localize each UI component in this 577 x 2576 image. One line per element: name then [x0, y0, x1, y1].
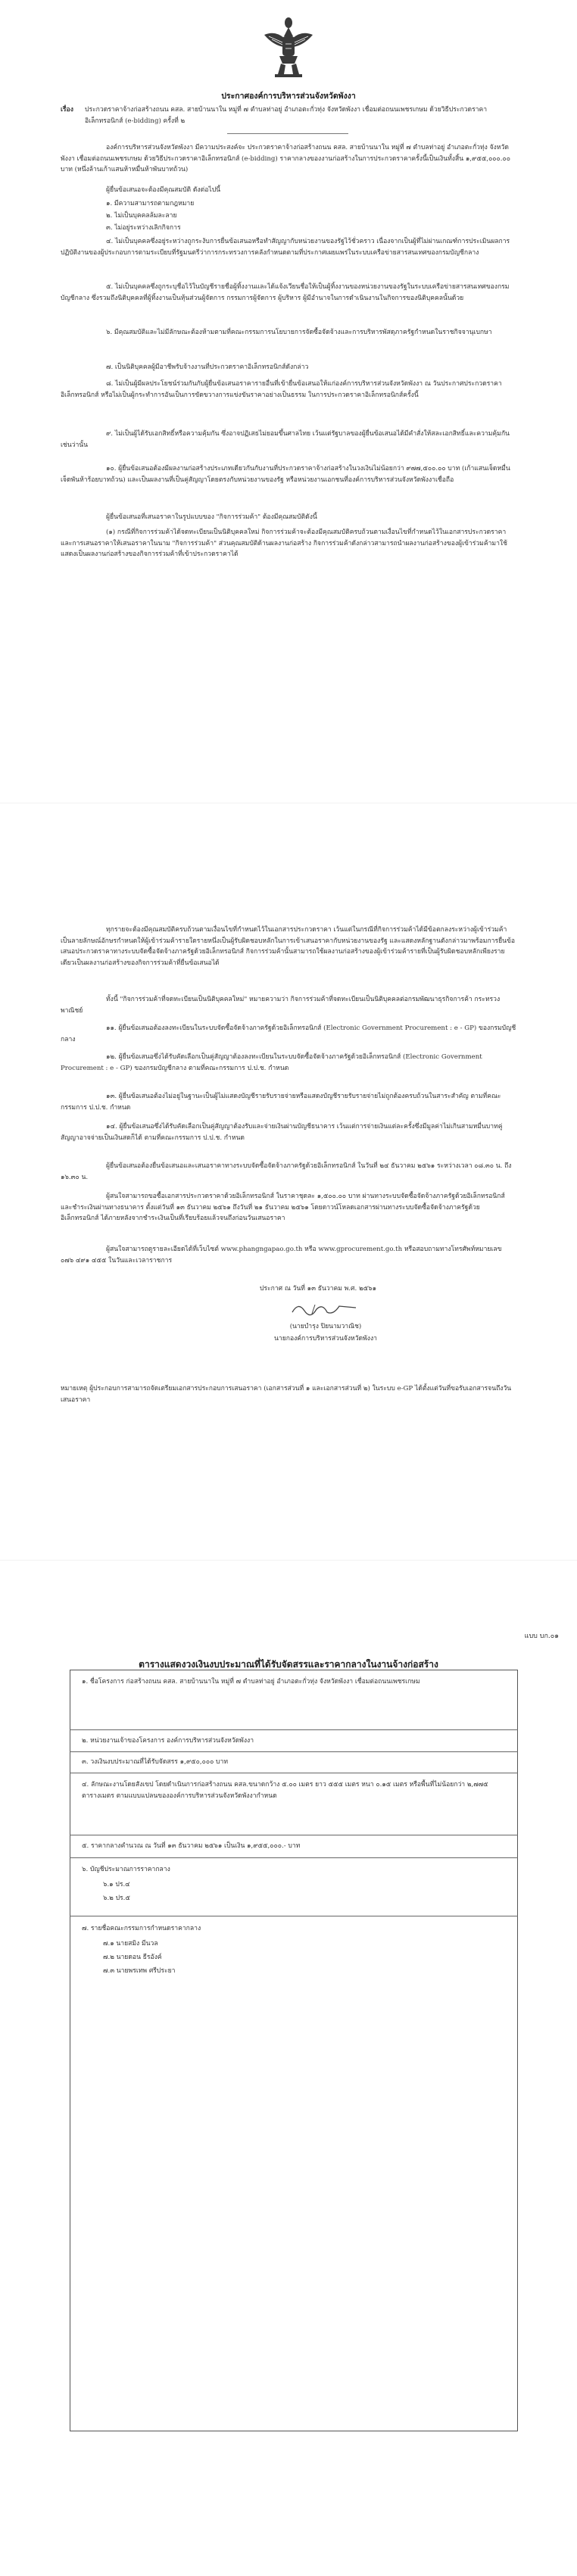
document-purchase-paragraph: ผู้สนใจสามารถขอซื้อเอกสารประกวดราคาด้วยอิเล็กทรอนิกส์ ในราคาชุดละ ๑,๕๐๐.๐๐ บาท ผ่านทางระบบจัดซื้อจัดจ้างภาครัฐด้วยอิเล็กทรอนิกส์และชำระเงินผ่านทางธนาคาร ตั้งแต่วันที่ ๑๓ ธันวาคม ๒๕๖๑ ถึงวันที่ ๒๑ ธันวาคม ๒๕๖๑ โดยดาวน์โหลดเอกสารผ่านทางระบบจัดซื้อจัดจ้างภาครัฐด้วยอิเล็กทรอนิกส์ ได้ภายหลังจากชำระเงินเป็นที่เรียบร้อยแล้วจนถึงก่อนวันเสนอราคา [61, 1193, 505, 1222]
qualification-item: ๖. มีคุณสมบัติและไม่มีลักษณะต้องห้ามตามที่คณะกรรมการนโยบายการจัดซื้อจัดจ้างและการบริหารพัสดุภาครัฐกำหนดในราชกิจจานุเบกษา [106, 329, 492, 336]
qualification-item: ๕. ไม่เป็นบุคคลซึ่งถูกระบุชื่อไว้ในบัญชีรายชื่อผู้ทิ้งงานและได้แจ้งเวียนชื่อให้เป็นผู้ทิ้งงานของหน่วยงานของรัฐในระบบเครือข่ายสารสนเทศของกรมบัญชีกลาง ซึ่งรวมถึงนิติบุคคลที่ผู้ทิ้งงานเป็นหุ้นส่วนผู้จัดการ กรรมการผู้จัดการ ผู้บริหาร ผู้มีอำนาจในการดำเนินงานในกิจการของนิติบุคคลนั้นด้วย [61, 283, 510, 302]
row-divider [70, 1729, 518, 1730]
contact-paragraph: ผู้สนใจสามารถดูรายละเอียดได้ที่เว็บไซต์ www.phangngapao.go.th หรือ www.gprocurement.go.th หรือสอบถามทางโทรศัพท์หมายเลข ๐๗๖ ๔๙๑ ๔๕๕ ในวันและเวลาราชการ [61, 1246, 502, 1265]
joint-venture-paragraph: (๑) กรณีที่กิจการร่วมค้าได้จดทะเบียนเป็นนิติบุคคลใหม่ กิจการร่วมค้าจะต้องมีคุณสมบัติครบถ้วนตามเงื่อนไขที่กำหนดไว้ในเอกสารประกวดราคา และการเสนอราคาให้เสนอราคาในนาม "กิจการร่วมค้า" ส่วนคุณสมบัติด้านผลงานก่อสร้าง กิจการร่วมค้าดังกล่าวสามารถนำผลงานก่อสร้างของผู้เข้าร่วมค้ามาใช้แสดงเป็นผลงานก่อสร้างของกิจการร่วมค้าที่เข้าประกวดราคาได้ [61, 529, 507, 558]
garuda-emblem-icon [261, 14, 316, 79]
qualification-item: ๑๐. ผู้ยื่นข้อเสนอต้องมีผลงานก่อสร้างประเภทเดียวกันกับงานที่ประกวดราคาจ้างก่อสร้างในวงเงินไม่น้อยกว่า ๙๗๗,๕๐๐.๐๐ บาท (เก้าแสนเจ็ดหมื่นเจ็ดพันห้าร้อยบาทถ้วน) และเป็นผลงานที่เป็นคู่สัญญาโดยตรงกับหน่วยงานของรัฐ หรือหน่วยงานเอกชนที่องค์การบริหารส่วนจังหวัดพังงาเชื่อถือ [61, 465, 510, 484]
table-row-agency: ๒. หน่วยงานเจ้าของโครงการ องค์การบริหารส่วนจังหวัดพังงา [82, 1737, 254, 1745]
signer-name: (นายบำรุง ปิยนามวาณิช) [289, 1323, 362, 1330]
subject-text: ประกวดราคาจ้างก่อสร้างถนน คสล. สายบ้านนาใน หมู่ที่ ๗ ตำบลท่าอยู่ อำเภอตะกั่วทุ่ง จังหวัดพังงา เชื่อมต่อถนนเพชรเกษม ด้วยวิธีประกวดราคาอิเล็กทรอนิกส์ (e-bidding) ครั้งที่ ๒ [85, 106, 488, 125]
announce-date: ประกาศ ณ วันที่ ๑๓ ธันวาคม พ.ศ. ๒๕๖๑ [259, 1285, 377, 1293]
committee-member: ๗.๒ นายดอน ธีรอังค์ [103, 1954, 162, 1961]
signer-title: นายกองค์การบริหารส่วนจังหวัดพังงา [274, 1335, 377, 1343]
row-divider [70, 1751, 518, 1752]
qualification-item: ๑๒. ผู้ยื่นข้อเสนอซึ่งได้รับคัดเลือกเป็นคู่สัญญาต้องลงทะเบียนในระบบจัดซื้อจัดจ้างภาครัฐด้วยอิเล็กทรอนิกส์ (Electronic Government Procurement : e - GP) ของกรมบัญชีกลาง ตามที่คณะกรรมการ ป.ป.ช. กำหนด [61, 1053, 482, 1072]
footnote: หมายเหตุ ผู้ประกอบการสามารถจัดเตรียมเอกสารประกอบการเสนอราคา (เอกสารส่วนที่ ๑ และเอกสารส่วนที่ ๒) ในระบบ e-GP ได้ตั้งแต่วันที่ขอรับเอกสารจนถึงวันเสนอราคา [61, 1385, 512, 1404]
divider [227, 133, 348, 134]
qualification-item: ๙. ไม่เป็นผู้ได้รับเอกสิทธิ์หรือความคุ้มกัน ซึ่งอาจปฏิเสธไม่ยอมขึ้นศาลไทย เว้นแต่รัฐบาลของผู้ยื่นข้อเสนอได้มีคำสั่งให้สละเอกสิทธิ์และความคุ้มกันเช่นว่านั้น [61, 430, 510, 449]
subject-label: เรื่อง [61, 106, 73, 114]
announcement-title: ประกาศองค์การบริหารส่วนจังหวัดพังงา [221, 92, 356, 101]
definition-paragraph: ทั้งนี้ "กิจการร่วมค้าที่จดทะเบียนเป็นนิติบุคคลใหม่" หมายความว่า กิจการร่วมค้าที่จดทะเบียนเป็นนิติบุคคลต่อกรมพัฒนาธุรกิจการค้า กระทรวงพาณิชย์ [61, 996, 501, 1015]
qualification-item: ๑. มีความสามารถตามกฎหมาย [106, 200, 195, 207]
row-divider [70, 1857, 518, 1858]
announcement-page-2 [0, 803, 577, 1560]
qualification-item: ๑๔. ผู้ยื่นข้อเสนอซึ่งได้รับคัดเลือกเป็นคู่สัญญาต้องรับและจ่ายเงินผ่านบัญชีธนาคาร เว้นแต่การจ่ายเงินแต่ละครั้งซึ่งมีมูลค่าไม่เกินสามหมื่นบาทคู่สัญญาอาจจ่ายเป็นเงินสดก็ได้ ตามที่คณะกรรมการ ป.ป.ช. กำหนด [61, 1123, 503, 1142]
estimate-item: ๖.๒ ปร.๕ [103, 1895, 130, 1902]
qualification-item: ๔. ไม่เป็นบุคคลซึ่งอยู่ระหว่างถูกระงับการยื่นข้อเสนอหรือทำสัญญากับหน่วยงานของรัฐไว้ชั่วคราว เนื่องจากเป็นผู้ที่ไม่ผ่านเกณฑ์การประเมินผลการปฏิบัติงานของผู้ประกอบการตามระเบียบที่รัฐมนตรีว่าการกระทรวงการคลังกำหนดตามที่ประกาศเผยแพร่ในระบบเครือข่ายสารสนเทศของกรมบัญชีกลาง [61, 238, 510, 257]
qualification-item: ๓. ไม่อยู่ระหว่างเลิกกิจการ [106, 224, 181, 232]
table-row-project: ๑. ชื่อโครงการ ก่อสร้างถนน คสล. สายบ้านนาใน หมู่ที่ ๗ ตำบลท่าอยู่ อำเภอตะกั่วทุ่ง จังหวัดพังงา เชื่อมต่อถนนเพชรเกษม [82, 1678, 420, 1686]
intro-paragraph: องค์การบริหารส่วนจังหวัดพังงา มีความประสงค์จะ ประกวดราคาจ้างก่อสร้างถนน คสล. สายบ้านนาใน หมู่ที่ ๗ ตำบลท่าอยู่ อำเภอตะกั่วทุ่ง จังหวัดพังงา เชื่อมต่อถนนเพชรเกษม ด้วยวิธีประกวดราคาอิเล็กทรอนิกส์ (e-bidding) ราคากลางของงานก่อสร้างในการประกวดราคาครั้งนี้เป็นเงินทั้งสิ้น ๑,๙๕๕,๐๐๐.๐๐ บาท (หนึ่งล้านเก้าแสนห้าหมื่นห้าพันบาทถ้วน) [61, 144, 511, 173]
table-title: ตารางแสดงวงเงินงบประมาณที่ได้รับจัดสรรและราคากลางในงานจ้างก่อสร้าง [139, 1659, 438, 1670]
table-row-committee: ๗. รายชื่อคณะกรรมการกำหนดราคากลาง [82, 1925, 201, 1932]
qualification-item: ๘. ไม่เป็นผู้มีผลประโยชน์ร่วมกันกับผู้ยื่นข้อเสนอราคารายอื่นที่เข้ายื่นข้อเสนอให้แก่องค์การบริหารส่วนจังหวัดพังงา ณ วันประกาศประกวดราคาอิเล็กทรอนิกส์ หรือไม่เป็นผู้กระทำการอันเป็นการขัดขวางการแข่งขันราคาอย่างเป็นธรรม ในการประกวดราคาอิเล็กทรอนิกส์ครั้งนี้ [61, 380, 502, 399]
table-row-budget: ๓. วงเงินงบประมาณที่ได้รับจัดสรร ๑,๙๕๐,๐๐๐ บาท [82, 1758, 229, 1766]
signature-mark [289, 1299, 359, 1318]
table-row-median-price: ๕. ราคากลางคำนวณ ณ วันที่ ๑๓ ธันวาคม ๒๕๖๑ เป็นเงิน ๑,๙๕๕,๐๐๐.- บาท [82, 1842, 301, 1850]
joint-venture-heading: ผู้ยื่นข้อเสนอที่เสนอราคาในรูปแบบของ "กิจการร่วมค้า" ต้องมีคุณสมบัติดังนี้ [106, 513, 317, 521]
qualification-item: ๗. เป็นนิติบุคคลผู้มีอาชีพรับจ้างงานที่ประกวดราคาอิเล็กทรอนิกส์ดังกล่าว [106, 363, 309, 371]
bid-date-paragraph: ผู้ยื่นข้อเสนอต้องยื่นข้อเสนอและเสนอราคาทางระบบจัดซื้อจัดจ้างภาครัฐด้วยอิเล็กทรอนิกส์ ในวันที่ ๒๔ ธันวาคม ๒๕๖๑ ระหว่างเวลา ๐๘.๓๐ น. ถึง ๑๖.๓๐ น. [61, 1162, 512, 1181]
form-code: แบบ บก.๐๑ [524, 1633, 559, 1640]
committee-member: ๗.๓ นายพรเทพ ศรีประยา [103, 1967, 176, 1975]
committee-member: ๗.๑ นายสมิง มีนวล [103, 1940, 158, 1948]
estimate-item: ๖.๑ ปร.๔ [103, 1881, 130, 1888]
qualification-item: ๒. ไม่เป็นบุคคลล้มละลาย [106, 212, 177, 220]
announcement-page-1 [0, 0, 577, 803]
qualification-item: ๑๑. ผู้ยื่นข้อเสนอต้องลงทะเบียนในระบบจัดซื้อจัดจ้างภาครัฐด้วยอิเล็กทรอนิกส์ (Electronic Government Procurement : e - GP) ของกรมบัญชีกลาง [61, 1024, 516, 1043]
table-row-estimate: ๖. บัญชีประมาณการราคากลาง [82, 1866, 170, 1873]
table-row-scope: ๔. ลักษณะงานโดยสังเขป โดยดำเนินการก่อสร้างถนน คสล.ขนาดกว้าง ๕.๐๐ เมตร ยาว ๕๕๕ เมตร หนา ๐.๑๕ เมตร หรือพื้นที่ไม่น้อยกว่า ๒,๗๗๕ ตารางเมตร ตามแบบแปลนขององค์การบริหารส่วนจังหวัดพังงากำหนด [82, 1781, 488, 1800]
qualification-item: ๑๓. ผู้ยื่นข้อเสนอต้องไม่อยู่ในฐานะเป็นผู้ไม่แสดงบัญชีรายรับรายจ่ายหรือแสดงบัญชีรายรับรายจ่ายไม่ถูกต้องครบถ้วนในสาระสำคัญ ตามที่คณะกรรมการ ป.ป.ช. กำหนด [61, 1093, 501, 1112]
joint-venture-continued: ทุกรายจะต้องมีคุณสมบัติครบถ้วนตามเงื่อนไขที่กำหนดไว้ในเอกสารประกวดราคา เว้นแต่ในกรณีที่กิจการร่วมค้าได้มีข้อตกลงระหว่างผู้เข้าร่วมค้าเป็นลายลักษณ์อักษรกำหนดให้ผู้เข้าร่วมค้ารายใดรายหนึ่งเป็นผู้รับผิดชอบหลักในการเข้าเสนอราคากับหน่วยงานของรัฐ และแสดงหลักฐานดังกล่าวมาพร้อมการยื่นข้อเสนอประกวดราคาทางระบบจัดซื้อจัดจ้างภาครัฐด้วยอิเล็กทรอนิกส์ กิจการร่วมค้านั้นสามารถใช้ผลงานก่อสร้างของผู้เข้าร่วมค้ารายที่เป็นผู้รับผิดชอบหลักเพียงรายเดียวเป็นผลงานก่อสร้างของกิจการร่วมค้าที่ยื่นข้อเสนอได้ [61, 926, 516, 967]
qualification-heading: ผู้ยื่นข้อเสนอจะต้องมีคุณสมบัติ ดังต่อไปนี้ [106, 186, 221, 194]
